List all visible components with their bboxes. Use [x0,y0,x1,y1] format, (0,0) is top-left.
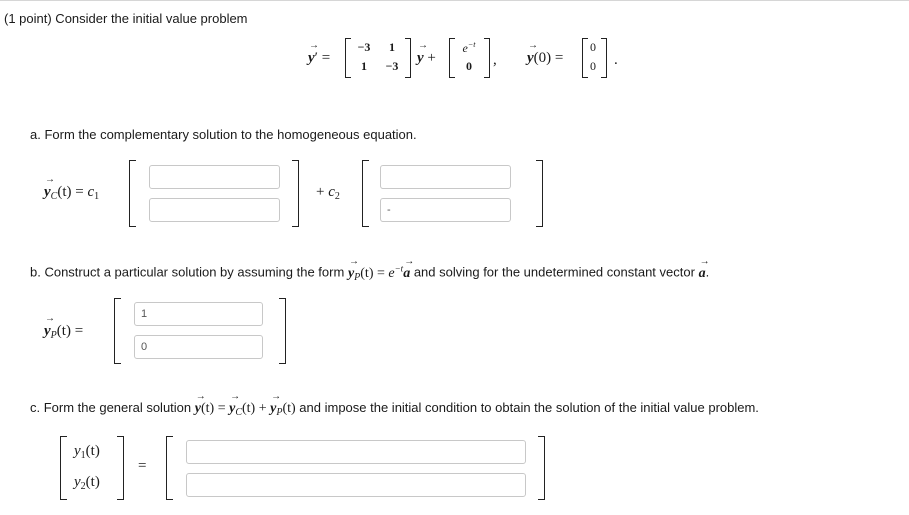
matrix-a-right-bracket [405,38,411,78]
y2-solution-input[interactable] [186,473,526,497]
y1-solution-input[interactable] [186,440,526,464]
y1-label: $y_1(t)$ [74,443,100,461]
solution-right-bracket [538,436,545,500]
yc-vec2-entry2-input[interactable] [380,198,511,222]
matrix-a-left-bracket [345,38,351,78]
top-divider [0,0,909,1]
problem-header: (1 point) Consider the initial value problem [4,11,248,26]
y-vector: y → [308,50,315,67]
initial-right-bracket [601,38,607,78]
yc-vec1-entry1-input[interactable] [149,165,280,189]
yp-left-bracket [114,298,121,364]
yc-vec1-left-bracket [129,160,136,227]
equals-sign: = [138,458,147,474]
yc-vec2-left-bracket [362,160,369,227]
yp-entry1-input[interactable] [134,302,263,326]
part-a-prompt: a. Form the complementary solution to the homogeneous equation. [30,127,417,142]
part-b-prompt: b. Construct a particular solution by assuming the form $y \to_P(t) = e^{-t}a$ → and solving for the undetermined constant vector a →. [30,263,709,283]
yc-vec2-right-bracket [536,160,543,227]
y2-label: $y_2(t)$ [74,474,100,492]
c2-label: + $c_2$ [316,184,340,202]
part-c-prompt: c. Form the general solution $y \to(t) = y \to_C(t) + y \to_P(t)$ and impose the initial condition to obtain the solution of the initial value problem. [30,400,759,418]
solution-left-bracket [166,436,173,500]
forcing-right-bracket [484,38,490,78]
yc-label: $y \to_C(t) = c_1$ [44,184,99,202]
y-vector-right-bracket [117,436,124,500]
yp-right-bracket [279,298,286,364]
yp-label: $y \to_P(t)$ = [44,323,83,341]
initial-vector: 0 0 [590,40,596,73]
matrix-a: −3 1 1 −3 [357,40,399,73]
yc-vec1-right-bracket [292,160,299,227]
yc-vec1-entry2-input[interactable] [149,198,280,222]
yp-entry2-input[interactable] [134,335,263,359]
y-vector-left-bracket [60,436,67,500]
forcing-vector: $e^{-t}$ 0 [462,40,476,73]
yc-vec2-entry1-input[interactable] [380,165,511,189]
